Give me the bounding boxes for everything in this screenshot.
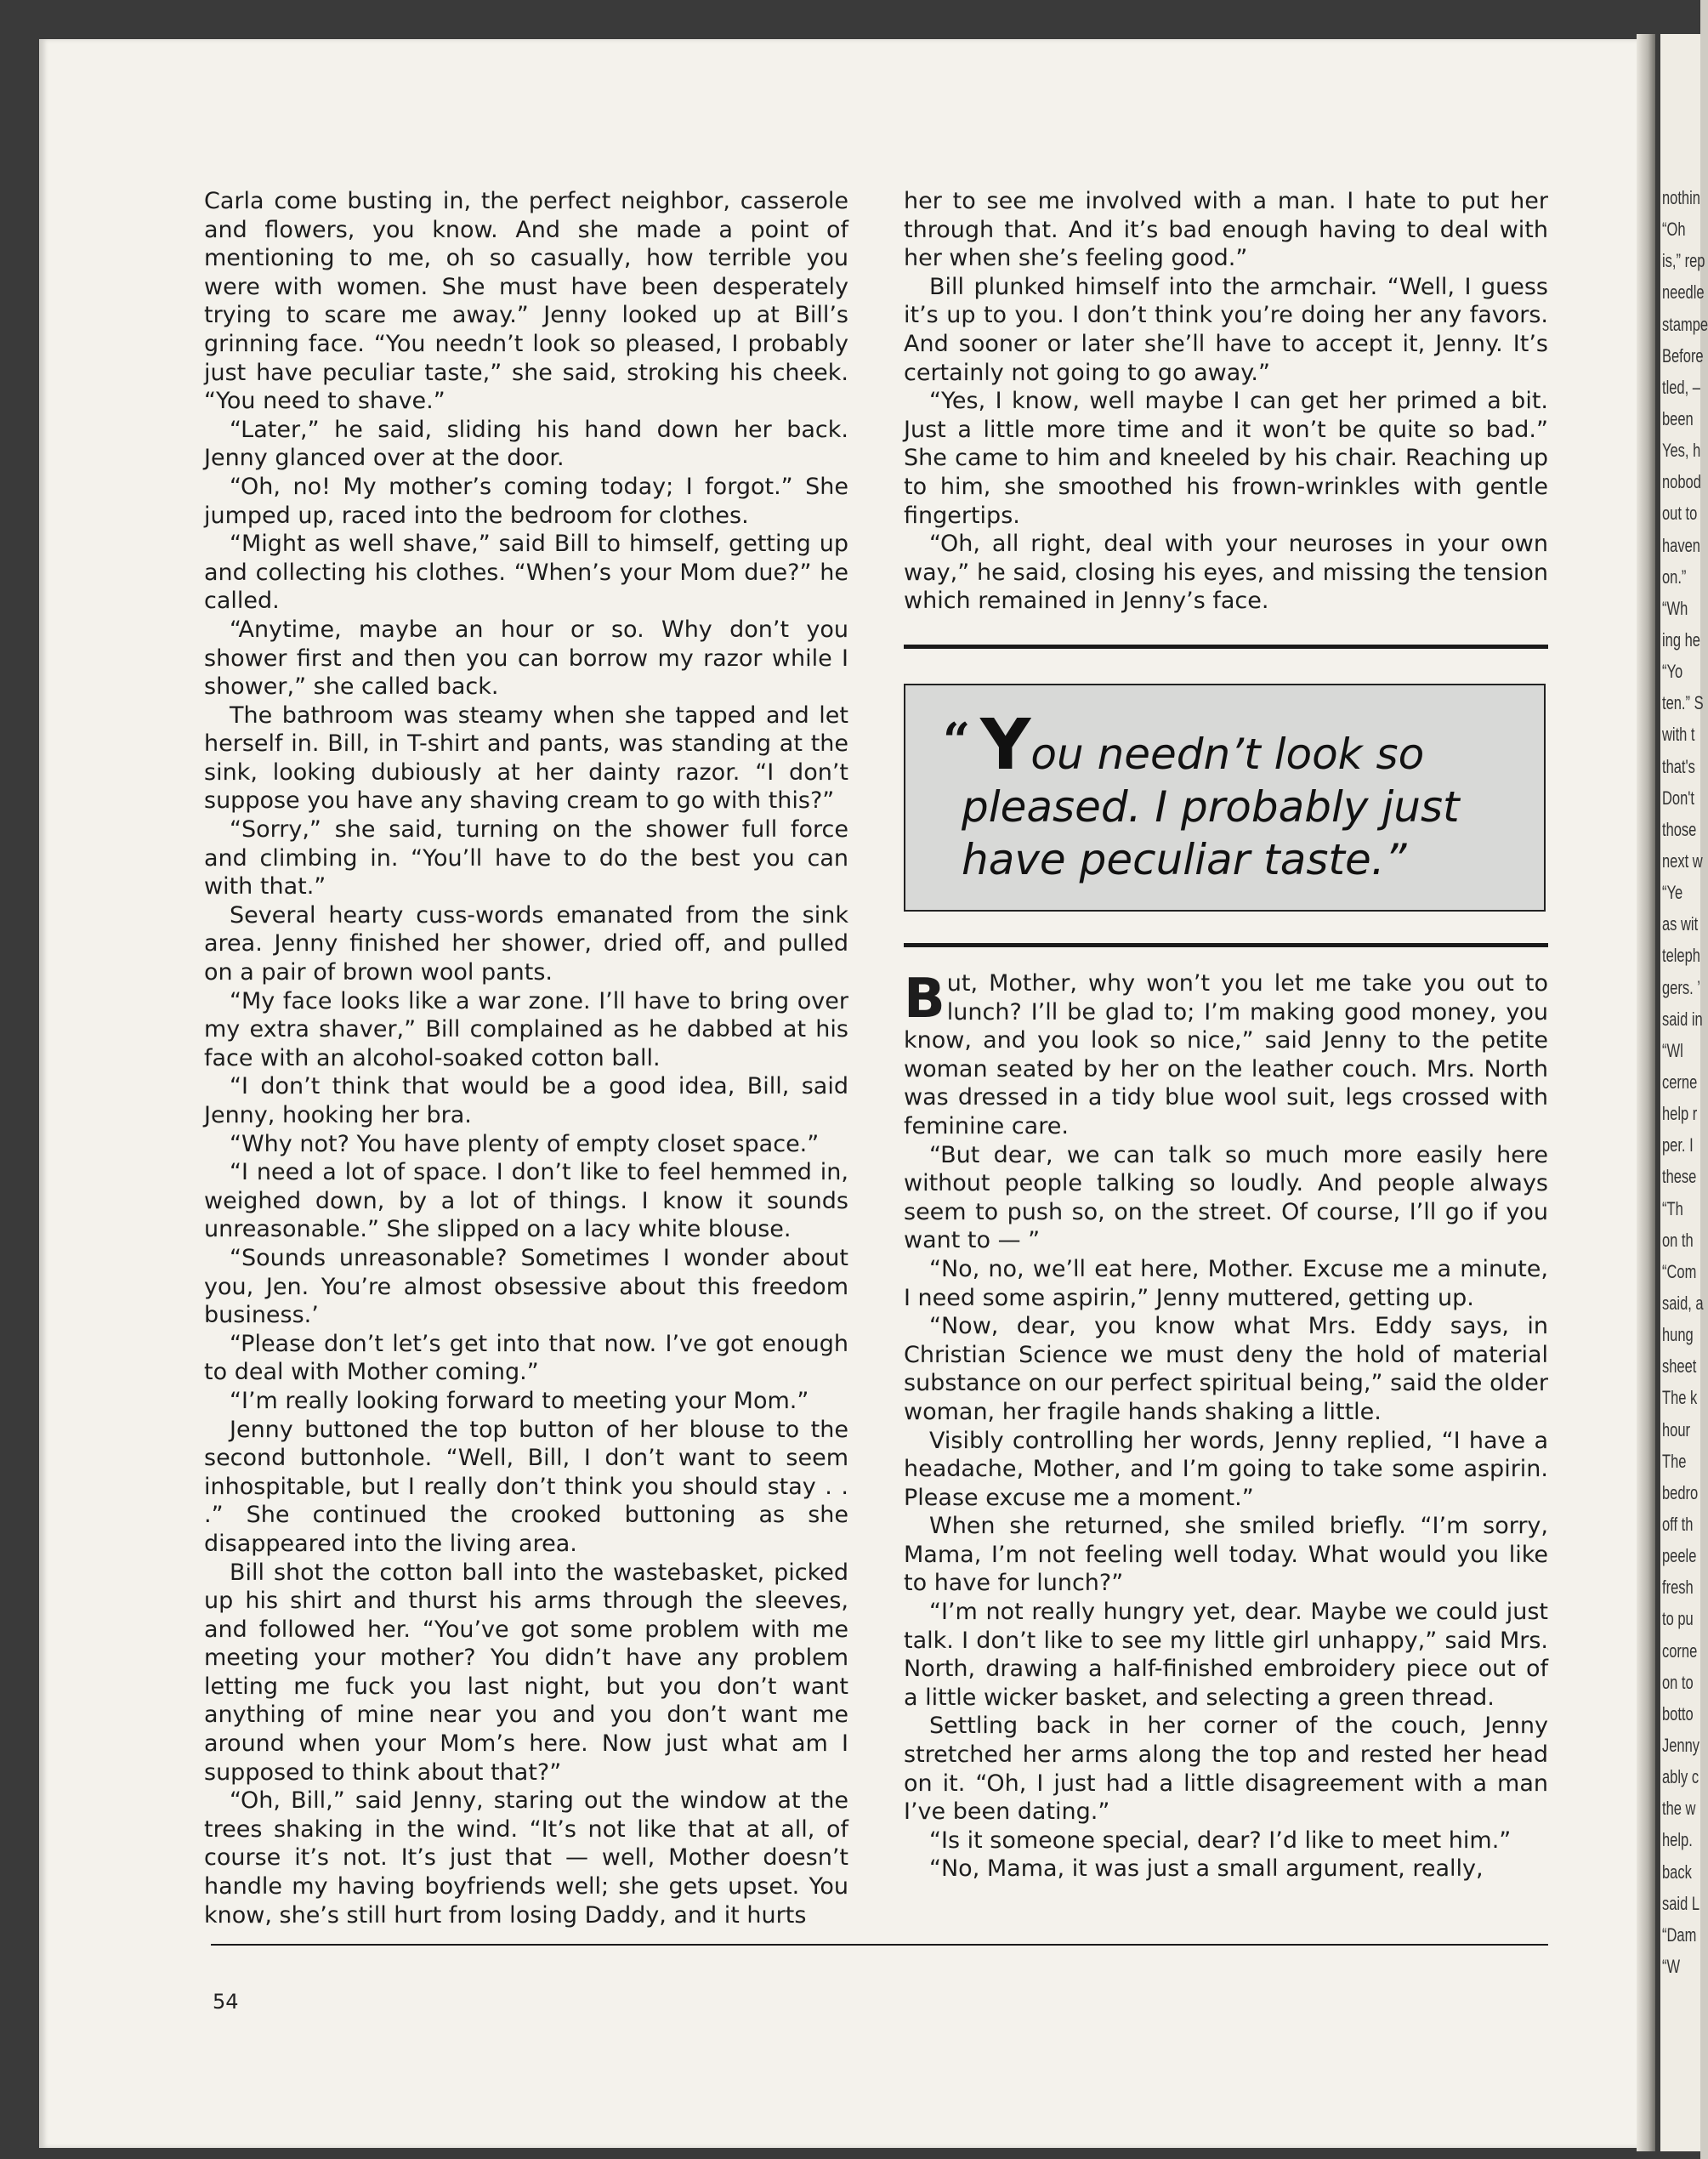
paragraph: “Anytime, maybe an hour or so. Why don’t you shower first and then you can borrow my razor while I shower,” she called back. xyxy=(204,616,848,701)
next-page-text-fragment: back xyxy=(1662,1861,1692,1883)
next-page-text-fragment: said in xyxy=(1662,1008,1703,1030)
paragraph: Several hearty cuss-words emanated from the sink area. Jenny finished her shower, dried off, and pulled on a pair of brown wool pants. xyxy=(204,901,848,986)
right-text-column-bottom xyxy=(904,969,1548,1883)
next-page-text-fragment: “Com xyxy=(1662,1260,1697,1282)
paragraph: “Why not? You have plenty of empty closet space.” xyxy=(230,1130,820,1157)
next-page-text-fragment: “Oh xyxy=(1662,219,1686,241)
paragraph: “Oh, no! My mother’s coming today; I forgot.” She jumped up, raced into the bedroom for clothes. xyxy=(204,473,848,529)
paragraph: Visibly controlling her words, Jenny replied, “I have a headache, Mother, and I’m going to take some aspirin. Please excuse me a moment.” xyxy=(904,1427,1548,1511)
paragraph: “Sounds unreasonable? Sometimes I wonder about you, Jen. You’re almost obsessive about this freedom business.’ xyxy=(204,1244,848,1329)
next-page-text-fragment: corne xyxy=(1662,1639,1698,1662)
next-page-text-fragment: “Th xyxy=(1662,1197,1683,1219)
paragraph: “No, Mama, it was just a small argument, really, xyxy=(929,1855,1484,1883)
next-page-text-fragment: on to xyxy=(1662,1671,1694,1693)
next-page-text-fragment: cerne xyxy=(1662,1071,1698,1093)
next-page-text-fragment: fresh xyxy=(1662,1577,1694,1599)
next-page-text-fragment: off th xyxy=(1662,1514,1694,1535)
next-page-text-fragment: with t xyxy=(1662,724,1695,746)
next-page-text-fragment: nobod xyxy=(1662,471,1701,493)
paragraph: “Is it someone special, dear? I’d like to meet him.” xyxy=(929,1827,1512,1854)
next-page-text-fragment: the w xyxy=(1662,1798,1696,1820)
paragraph: Jenny buttoned the top button of her blouse to the second buttonhole. “Well, Bill, I don’t want to seem inhospitable, but I really don’t think you should stay . . .” She continued the crooked buttoning as she disappeared into the living area. xyxy=(204,1416,848,1557)
left-text-column xyxy=(204,187,848,1929)
next-page-text-fragment: “Wl xyxy=(1662,1039,1683,1061)
paragraph: “Yes, I know, well maybe I can get her primed a bit. Just a little more time and it won’t be quite so bad.” She came to him and kneeled by his chair. Reaching up to him, she smoothed his frown-wrinkles with gentle fingertips. xyxy=(904,388,1548,529)
right-text-column-top xyxy=(904,187,1548,616)
next-page-text-fragment: gers. ’ xyxy=(1662,976,1700,998)
drop-cap: B xyxy=(904,968,945,1031)
next-page-text-fragment: “Yo xyxy=(1662,661,1683,683)
paragraph: “But dear, we can talk so much more easily here without people talking so loudly. And people always seem to push so, on the street. Of course, I’ll go if you want to — ” xyxy=(904,1141,1548,1254)
next-page-text-fragment: “Dam xyxy=(1662,1923,1697,1946)
paragraph-with-drop-cap xyxy=(904,969,1548,1141)
next-page-text-fragment: hung xyxy=(1662,1324,1694,1346)
next-page-text-fragment: ten.” S xyxy=(1662,692,1704,714)
next-page-text-fragment: “Ye xyxy=(1662,882,1683,904)
rule-below-pull-quote xyxy=(904,943,1548,947)
paragraph: “Sorry,” she said, turning on the shower full force and climbing in. “You’ll have to do the best you can with that.” xyxy=(204,816,848,901)
paragraph: “Please don’t let’s get into that now. I’ve got enough to deal with Mother coming.” xyxy=(204,1330,848,1386)
paragraph: her to see me involved with a man. I hate to put her through that. And it’s bad enough having to deal with her when she’s feeling good.” xyxy=(904,188,1548,272)
paragraph: “Now, dear, you know what Mrs. Eddy says, in Christian Science we must deny the hold of material substance on our perfect spiritual being,” said the older woman, her fragile hands shaking a little. xyxy=(904,1313,1548,1425)
paragraph: “My face looks like a war zone. I’ll have to bring over my extra shaver,” Bill complained as he dabbed at his face with an alcohol-soaked cotton ball. xyxy=(204,987,848,1071)
next-page-text-fragment: those xyxy=(1662,818,1697,840)
next-page-text-fragment: “W xyxy=(1662,1956,1681,1977)
next-page-text-fragment: said L xyxy=(1662,1892,1700,1914)
next-page-text-fragment: needle xyxy=(1662,281,1705,304)
pull-quote-body: ou needn’t look so pleased. I probably just have peculiar taste.” xyxy=(962,730,1460,884)
next-page-text-fragment: help. xyxy=(1662,1829,1693,1851)
next-page-text-fragment: on.” xyxy=(1662,565,1687,588)
paragraph: “I’m really looking forward to meeting your Mom.” xyxy=(230,1387,809,1414)
next-page-text-fragment: The xyxy=(1662,1450,1687,1472)
next-page-text-fragment: haven xyxy=(1662,534,1700,556)
next-page-edge xyxy=(1660,34,1708,2151)
next-page-text-fragment: Jenny xyxy=(1662,1735,1700,1756)
next-page-text-fragment: been xyxy=(1662,408,1694,429)
paragraph: When she returned, she smiled briefly. “I’m sorry, Mama, I’m not feeling well today. What would you like to have for lunch?” xyxy=(904,1513,1548,1597)
next-page-text-fragment: per. I xyxy=(1662,1134,1694,1156)
pull-quote-open-mark: “ xyxy=(943,713,971,769)
pull-quote-text xyxy=(962,705,1531,886)
paragraph: “Might as well shave,” said Bill to himself, getting up and collecting his clothes. “When’s your Mom due?” he called. xyxy=(204,531,848,615)
paragraph: “I don’t think that would be a good idea, Bill, said Jenny, hooking her bra. xyxy=(204,1073,848,1128)
paragraph: Bill shot the cotton ball into the wastebasket, picked up his shirt and thurst his arms through the sleeves, and followed her. “You’ve got some problem with me meeting your mother? You didn’t have any problem letting me fuck you last night, but you don’t want anything of mine near you and you don’t want me around when your Mom’s here. Now just what am I supposed to think about that?” xyxy=(204,1559,848,1786)
next-page-text-fragment: botto xyxy=(1662,1702,1694,1724)
paragraph: “Oh, all right, deal with your neuroses in your own way,” he said, closing his eyes, and missing the tension which remained in Jenny’s face. xyxy=(904,531,1548,615)
paragraph: Settling back in her corner of the couch, Jenny stretched her arms along the top and rested her head on it. “Oh, I just had a little disagreement with a man I’ve been dating.” xyxy=(904,1713,1548,1826)
paragraph: “Later,” he said, sliding his hand down her back. Jenny glanced over at the door. xyxy=(204,416,848,472)
next-page-text-fragment: tled, – xyxy=(1662,376,1700,398)
next-page-text-fragment: Before xyxy=(1662,344,1704,366)
next-page-text-fragment: ably c xyxy=(1662,1766,1699,1788)
paragraph: The bathroom was steamy when she tapped and let herself in. Bill, in T-shirt and pants, was standing at the sink, looking dubiously at her dainty razor. “I don’t suppose you have any shaving cream to go with this?” xyxy=(204,702,848,815)
paragraph: “I need a lot of space. I don’t like to feel hemmed in, weighed down, by a lot of things. I know it sounds unreasonable.” She slipped on a lacy white blouse. xyxy=(204,1159,848,1243)
book-gutter xyxy=(1637,34,1655,2151)
paragraph: “No, no, we’ll eat here, Mother. Excuse me a minute, I need some aspirin,” Jenny muttered, getting up. xyxy=(904,1255,1548,1311)
rule-above-pull-quote xyxy=(904,645,1548,649)
next-page-text-fragment: Don't xyxy=(1662,787,1695,809)
next-page-text-fragment: hour xyxy=(1662,1418,1691,1440)
next-page-text-fragment: to pu xyxy=(1662,1608,1694,1630)
next-page-text-fragment: these xyxy=(1662,1166,1697,1188)
next-page-text-fragment: help r xyxy=(1662,1103,1698,1125)
next-page-text-fragment: on th xyxy=(1662,1229,1694,1251)
page-number: 54 xyxy=(213,1990,239,2014)
next-page-text-fragment: is,” rep xyxy=(1662,250,1705,272)
paragraph: “Oh, Bill,” said Jenny, staring out the window at the trees shaking in the wind. “It’s not like that at all, of course it’s not. It’s just that — well, Mother doesn’t handle my having boyfriends well; she gets upset. You know, she’s still hurt from losing Daddy, and it hurts xyxy=(204,1787,848,1929)
next-page-text-fragment: as wit xyxy=(1662,913,1699,935)
next-page-text-fragment: “Wh xyxy=(1662,597,1688,619)
pull-quote-initial: Y xyxy=(980,705,1031,786)
next-page-text-fragment: said, a xyxy=(1662,1293,1704,1314)
next-page-text-fragment: stampe xyxy=(1662,313,1708,335)
next-page-text-fragment: next w xyxy=(1662,850,1703,872)
next-page-text-fragment: peele xyxy=(1662,1545,1697,1567)
next-page-text-fragment: ing he xyxy=(1662,629,1700,651)
next-page-text-fragment: nothin xyxy=(1662,187,1700,208)
paragraph-text: ut, Mother, why won’t you let me take you out to lunch? I’ll be glad to; I’m making good money, you know, and you look so nice,” said Jenny to the petite woman seated by her on the leather couch. Mrs. North was dressed in a tidy blue wool suit, legs crossed with feminine care. xyxy=(904,970,1548,1139)
paragraph: Bill plunked himself into the armchair. “Well, I guess it’s up to you. I don’t think you’re doing her any favors. And sooner or later she’ll have to accept it, Jenny. It’s certainly not going to go away.” xyxy=(904,273,1548,386)
next-page-text-fragment: The k xyxy=(1662,1387,1698,1409)
next-page-text-fragment: bedro xyxy=(1662,1481,1699,1503)
next-page-text-fragment: teleph xyxy=(1662,945,1700,967)
pull-quote-box xyxy=(904,684,1546,912)
next-page-text-fragment: that's xyxy=(1662,755,1695,777)
next-page-text-fragment: sheet xyxy=(1662,1355,1697,1378)
footer-rule xyxy=(211,1944,1548,1946)
next-page-text-fragment: Yes, h xyxy=(1662,440,1701,462)
paragraph: Carla come busting in, the perfect neighbor, casserole and flowers, you know. And she made a point of mentioning to me, oh so casually, how terrible you were with women. She must have been desperately trying to scare me away.” Jenny looked up at Bill’s grinning face. “You needn’t look so pleased, I probably just have peculiar taste,” she said, stroking his cheek. “You need to shave.” xyxy=(204,188,848,415)
next-page-text-fragment: out to xyxy=(1662,503,1698,525)
paragraph: “I’m not really hungry yet, dear. Maybe we could just talk. I don’t like to see my little girl unhappy,” said Mrs. North, drawing a half-finished embroidery piece out of a little wicker basket, and selecting a green thread. xyxy=(904,1599,1548,1711)
